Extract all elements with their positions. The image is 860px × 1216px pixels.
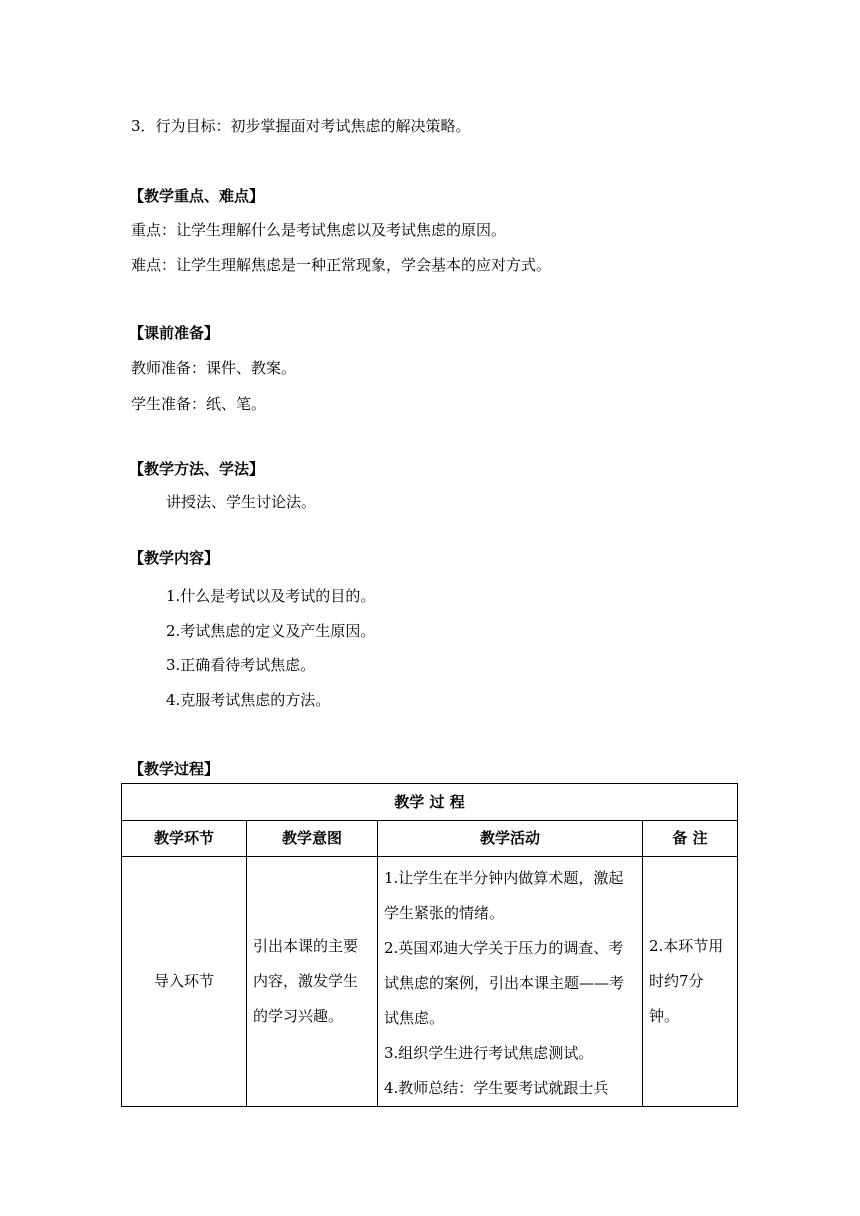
content-item: 1.什么是考试以及考试的目的。 — [166, 587, 376, 605]
activity-item: 3.组织学生进行考试焦虑测试。 — [384, 1044, 594, 1062]
table-row — [122, 857, 738, 1107]
stage-cell: 导入环节 — [122, 857, 247, 1107]
preparation-heading: 【课前准备】 — [129, 324, 220, 342]
process-heading: 【教学过程】 — [129, 760, 220, 778]
content-item: 4.克服考试焦虑的方法。 — [166, 691, 331, 709]
process-table — [121, 783, 738, 1107]
process-table-title: 教学 过 程 — [122, 784, 738, 821]
activity-item: 2.英国邓迪大学关于压力的调查、考试焦虑的案例，引出本课主题——考试焦虑。 — [384, 939, 625, 1027]
activity-cell — [378, 857, 643, 1107]
student-preparation: 学生准备：纸、笔。 — [131, 395, 267, 413]
column-header-note: 备 注 — [643, 821, 738, 857]
behavior-goal: 3．行为目标：初步掌握面对考试焦虑的解决策略。 — [131, 117, 471, 135]
content-heading: 【教学内容】 — [129, 549, 220, 567]
column-header-activity: 教学活动 — [378, 821, 643, 857]
key-points-heading: 【教学重点、难点】 — [129, 187, 265, 205]
content-item: 3.正确看待考试焦虑。 — [166, 656, 316, 674]
column-header-intent: 教学意图 — [247, 821, 378, 857]
column-header-stage: 教学环节 — [122, 821, 247, 857]
teacher-preparation: 教师准备：课件、教案。 — [131, 359, 297, 377]
content-item: 2.考试焦虑的定义及产生原因。 — [166, 622, 376, 640]
key-point-focus: 重点：让学生理解什么是考试焦虑以及考试焦虑的原因。 — [131, 221, 507, 239]
key-point-difficulty: 难点：让学生理解焦虑是一种正常现象，学会基本的应对方式。 — [131, 256, 552, 274]
intent-cell: 引出本课的主要内容，激发学生的学习兴趣。 — [247, 857, 378, 1107]
activity-item: 4.教师总结：学生要考试就跟士兵 — [384, 1079, 609, 1097]
note-cell: 2.本环节用时约7分钟。 — [643, 857, 738, 1107]
methods-text: 讲授法、学生讨论法。 — [166, 493, 317, 511]
activity-item: 1.让学生在半分钟内做算术题，激起学生紧张的情绪。 — [384, 869, 624, 922]
methods-heading: 【教学方法、学法】 — [129, 460, 265, 478]
